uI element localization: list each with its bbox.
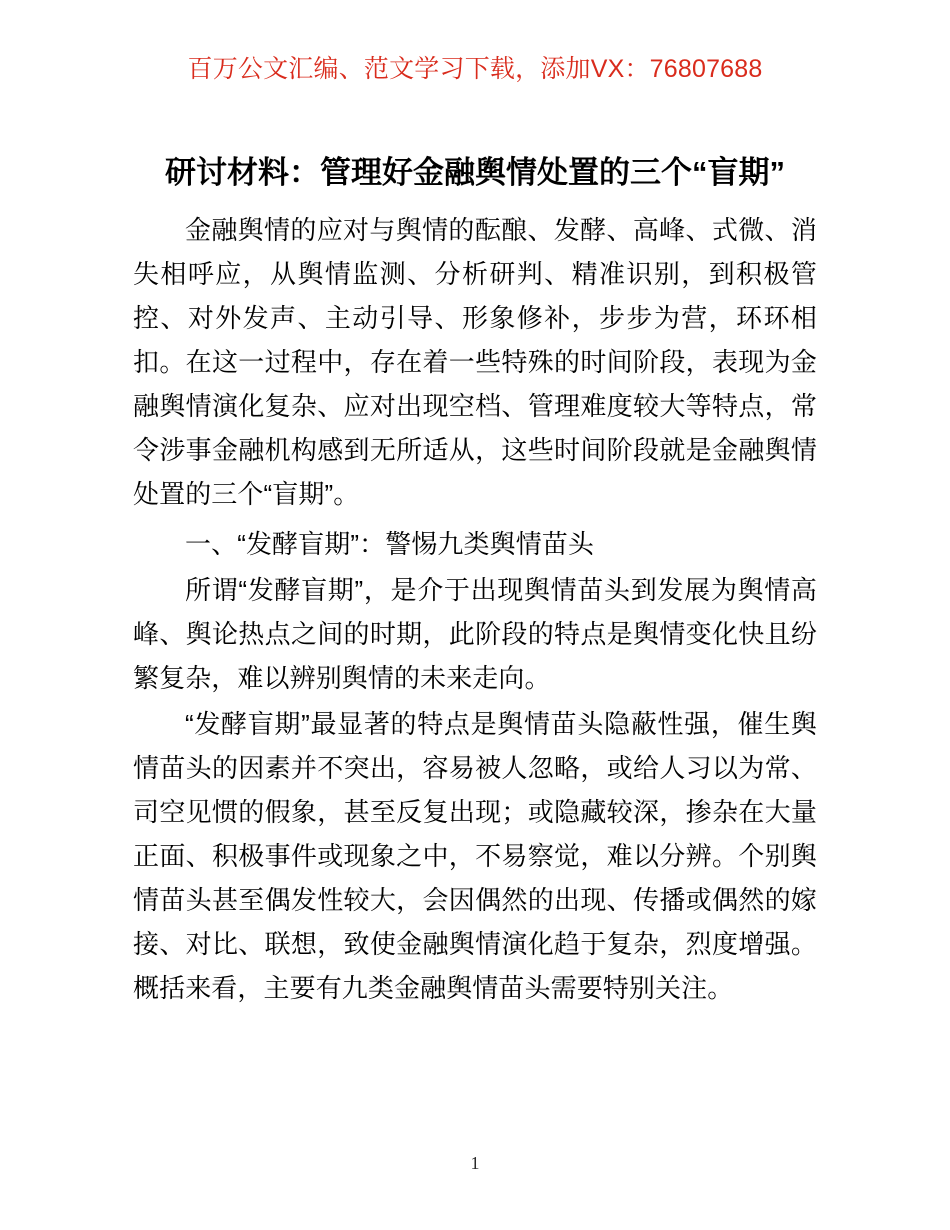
paragraph-definition: 所谓“发酵盲期”，是介于出现舆情苗头到发展为舆情高峰、舆论热点之间的时期，此阶段的特点是舆情变化快且纷繁复杂，难以辨别舆情的未来走向。 — [133, 575, 817, 693]
page-title: 研讨材料：管理好金融舆情处置的三个“盲期” — [165, 155, 785, 190]
paragraph-characteristics: “发酵盲期”最显著的特点是舆情苗头隐蔽性强，催生舆情苗头的因素并不突出，容易被人忽略，或给人习以为常、司空见惯的假象，甚至反复出现；或隐藏较深，掺杂在大量正面、积极事件或现象之中，不易察觉，难以分辨。个别舆情苗头甚至偶发性较大，会因偶然的出现、传播或偶然的嫁接、对比、联想，致使金融舆情演化趋于复杂，烈度增强。概括来看，主要有九类金融舆情苗头需要特别关注。 — [133, 709, 817, 1003]
document-body — [133, 150, 817, 1012]
section-heading-one: 一、“发酵盲期”：警惕九类舆情苗头 — [185, 529, 595, 559]
promo-watermark-header: 百万公文汇编、范文学习下载，添加VX：76807688 — [187, 55, 763, 83]
paragraph-intro: 金融舆情的应对与舆情的酝酿、发酵、高峰、式微、消失相呼应，从舆情监测、分析研判、精准识别，到积极管控、对外发声、主动引导、形象修补，步步为营，环环相扣。在这一过程中，存在着一些特殊的时间阶段，表现为金融舆情演化复杂、应对出现空档、管理难度较大等特点，常令涉事金融机构感到无所适从，这些时间阶段就是金融舆情处置的三个“盲期”。 — [133, 215, 817, 509]
footer-page-number: 1 — [470, 1153, 480, 1173]
